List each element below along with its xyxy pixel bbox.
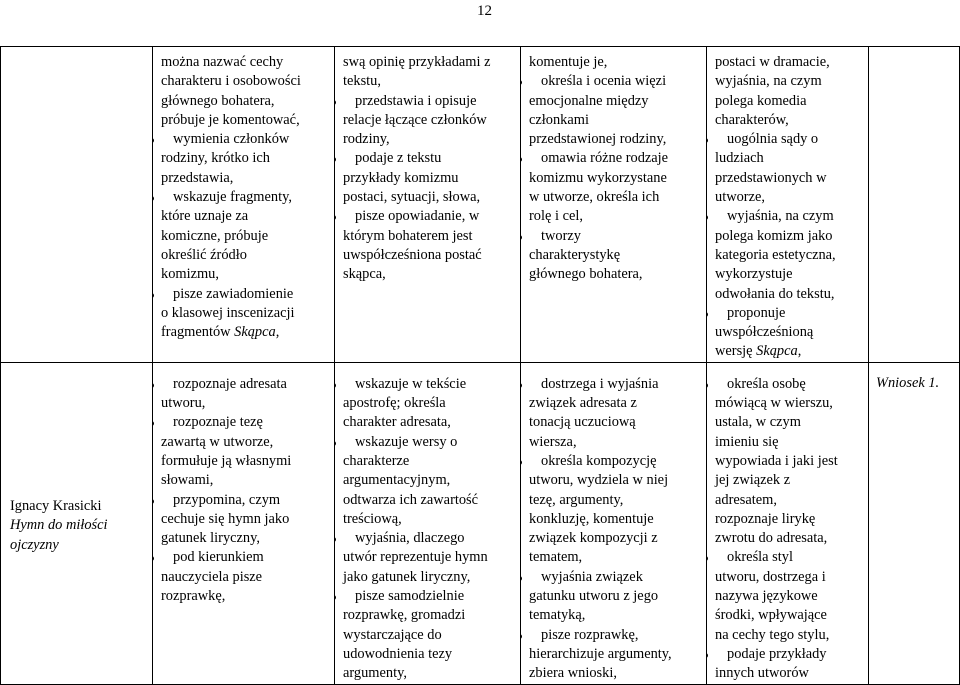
table-row xyxy=(1,47,960,363)
text-line: ustala, w czym xyxy=(715,414,801,431)
bullet-item: wyjaśnia, na czym xyxy=(715,207,865,226)
bullet-item: rozpoznaje tezę xyxy=(161,413,331,432)
text-line: którym bohaterem jest xyxy=(343,227,473,244)
text-line: skąpca, xyxy=(343,266,386,283)
text-line: ludziach xyxy=(715,150,764,167)
requirements-cell xyxy=(335,47,521,363)
bullet-item: wskazuje fragmenty, xyxy=(161,188,331,207)
text-line: przedstawionych w xyxy=(715,169,827,186)
text-line: komizmu, xyxy=(161,266,219,283)
text-line: słowami, xyxy=(161,472,214,489)
text-line: wiersza, xyxy=(529,433,577,450)
text-line: określić źródło xyxy=(161,246,247,263)
bullet-item: określa styl xyxy=(715,548,865,567)
text-line: tekstu, xyxy=(343,73,381,90)
bullet-item: pisze samodzielnie xyxy=(343,587,517,606)
page-number: 12 xyxy=(477,3,492,19)
text-line: Wniosek 1. xyxy=(876,374,940,391)
text-line: mówiącą w wierszu, xyxy=(715,395,833,412)
bullet-item: wyjaśnia związek xyxy=(529,568,703,587)
text-line: charakterów, xyxy=(715,111,789,128)
text-line: rozprawkę, gromadzi xyxy=(343,607,466,624)
text-line: tematem, xyxy=(529,549,583,566)
text-line: tonacją uczuciową xyxy=(529,414,636,431)
text-line: rozpoznaje lirykę xyxy=(715,510,816,527)
requirements-cell xyxy=(153,362,335,684)
bullet-item: uogólnia sądy o xyxy=(715,130,865,149)
bullet-item: pisze zawiadomienie xyxy=(161,285,331,304)
text-line: o klasowej inscenizacji xyxy=(161,304,295,321)
text-line: relacje łączące członków xyxy=(343,111,487,128)
text-line: imieniu się xyxy=(715,433,779,450)
text-line: przedstawia, xyxy=(161,169,234,186)
text-line: argumenty, xyxy=(343,665,407,682)
text-line: formułuje ją własnymi xyxy=(161,452,292,469)
text-line: przykłady komizmu xyxy=(343,169,459,186)
text-line: rolę i cel, xyxy=(529,208,583,225)
text-line: tezę, argumenty, xyxy=(529,491,624,508)
requirements-cell xyxy=(521,47,707,363)
text-line: fragmentów Skąpca, xyxy=(161,324,280,341)
text-line: nauczyciela pisze xyxy=(161,568,263,585)
text-line: zwrotu do adresata, xyxy=(715,530,828,547)
text-line: utworze, xyxy=(715,189,765,206)
text-line: komizmu wykorzystane xyxy=(529,169,667,186)
work-title: ojczyzny xyxy=(10,536,59,553)
text-line: wystarczające do xyxy=(343,626,442,643)
requirements-cell xyxy=(153,47,335,363)
bullet-item: przypomina, czym xyxy=(161,491,331,510)
text-line: polega komizm jako xyxy=(715,227,833,244)
text-line: postaci, sytuacji, słowa, xyxy=(343,189,481,206)
text-line: przedstawionej rodziny, xyxy=(529,131,667,148)
text-line: można nazwać cechy xyxy=(161,54,284,70)
bullet-item: wyjaśnia, dlaczego xyxy=(343,529,517,548)
bullet-item: wymienia członków xyxy=(161,130,331,149)
text-line: wyjaśnia, na czym xyxy=(715,73,822,90)
text-line: tematyką, xyxy=(529,607,586,624)
text-line: komiczne, próbuje xyxy=(161,227,269,244)
work-title: Hymn do miłości xyxy=(10,517,108,534)
text-line: związek adresata z xyxy=(529,395,637,412)
text-line: rodziny, krótko ich xyxy=(161,150,270,167)
bullet-item: wskazuje wersy o xyxy=(343,433,517,452)
text-line: gatunek liryczny, xyxy=(161,530,260,547)
text-line: udowodnienia tezy xyxy=(343,645,453,662)
bullet-item: pisze rozprawkę, xyxy=(529,626,703,645)
text-line: jako gatunek liryczny, xyxy=(343,568,471,585)
bullet-item: podaje z tekstu xyxy=(343,149,517,168)
text-line: treściową, xyxy=(343,510,402,527)
text-line: środki, wpływające xyxy=(715,607,827,624)
text-line: utworu, xyxy=(161,395,206,412)
text-line: utworu, wydziela w niej xyxy=(529,472,669,489)
text-line: na cechy tego stylu, xyxy=(715,626,830,643)
text-line: rozprawkę, xyxy=(161,588,226,605)
text-line: wypowiada i jaki jest xyxy=(715,452,838,469)
bullet-item: pod kierunkiem xyxy=(161,548,331,567)
text-line: związek kompozycji z xyxy=(529,530,658,547)
text-line: rodziny, xyxy=(343,131,390,148)
text-line: cechuje się hymn jako xyxy=(161,510,290,527)
table-row xyxy=(1,362,960,684)
requirements-cell xyxy=(869,362,960,684)
text-line: adresatem, xyxy=(715,491,777,508)
bullet-item: określa i ocenia więzi xyxy=(529,72,703,91)
work-cell xyxy=(1,362,153,684)
text-line: uwspółcześniona postać xyxy=(343,246,482,263)
text-line: swą opinię przykładami z xyxy=(343,54,491,70)
text-line: charakter adresata, xyxy=(343,414,451,431)
text-line: zawartą w utworze, xyxy=(161,433,274,450)
text-line: próbuje je komentować, xyxy=(161,111,300,128)
text-line: polega komedia xyxy=(715,92,807,109)
text-line: postaci w dramacie, xyxy=(715,54,830,70)
text-line: wykorzystuje xyxy=(715,266,793,283)
text-line: konkluzję, komentuje xyxy=(529,510,654,527)
text-line: charakterystykę xyxy=(529,246,621,263)
text-line: głównego bohatera, xyxy=(161,92,275,109)
text-line: wersję Skąpca, xyxy=(715,343,802,360)
bullet-item: proponuje xyxy=(715,304,865,323)
text-line: kategoria estetyczna, xyxy=(715,246,836,263)
text-line: argumentacyjnym, xyxy=(343,472,451,489)
bullet-item: określa osobę xyxy=(715,375,865,394)
bullet-item: wskazuje w tekście xyxy=(343,375,517,394)
text-line: hierarchizuje argumenty, xyxy=(529,645,672,662)
text-line: w utworze, określa ich xyxy=(529,189,660,206)
text-line: gatunku utworu z jego xyxy=(529,588,659,605)
text-line: innych utworów xyxy=(715,665,809,682)
text-line: jej związek z xyxy=(715,472,791,489)
requirements-cell xyxy=(707,362,869,684)
bullet-item: pisze opowiadanie, w xyxy=(343,207,517,226)
bullet-item: rozpoznaje adresata xyxy=(161,375,331,394)
work-cell xyxy=(1,47,153,363)
text-line: uwspółcześnioną xyxy=(715,324,814,341)
text-line: odtwarza ich zawartość xyxy=(343,491,479,508)
text-line: apostrofę; określa xyxy=(343,395,446,412)
bullet-item: dostrzega i wyjaśnia xyxy=(529,375,703,394)
bullet-item: omawia różne rodzaje xyxy=(529,149,703,168)
bullet-item: określa kompozycję xyxy=(529,452,703,471)
text-line: które uznaje za xyxy=(161,208,249,225)
text-line: zbiera wnioski, xyxy=(529,665,617,682)
text-line: utworu, dostrzega i xyxy=(715,568,826,585)
text-line: emocjonalne między xyxy=(529,92,649,109)
text-line: członkami xyxy=(529,111,589,128)
bullet-item: podaje przykłady xyxy=(715,645,865,664)
bullet-item: tworzy xyxy=(529,227,703,246)
requirements-cell xyxy=(869,47,960,363)
grading-table xyxy=(0,46,960,685)
text-line: odwołania do tekstu, xyxy=(715,285,835,302)
text-line: komentuje je, xyxy=(529,54,608,70)
text-line: charakterze xyxy=(343,452,410,469)
bullet-item: przedstawia i opisuje xyxy=(343,92,517,111)
text-line: nazywa językowe xyxy=(715,588,818,605)
requirements-cell xyxy=(335,362,521,684)
text-line: utwór reprezentuje hymn xyxy=(343,549,488,566)
requirements-cell xyxy=(707,47,869,363)
text-line: głównego bohatera, xyxy=(529,266,643,283)
requirements-cell xyxy=(521,362,707,684)
author-name: Ignacy Krasicki xyxy=(10,498,102,515)
text-line: charakteru i osobowości xyxy=(161,73,301,90)
